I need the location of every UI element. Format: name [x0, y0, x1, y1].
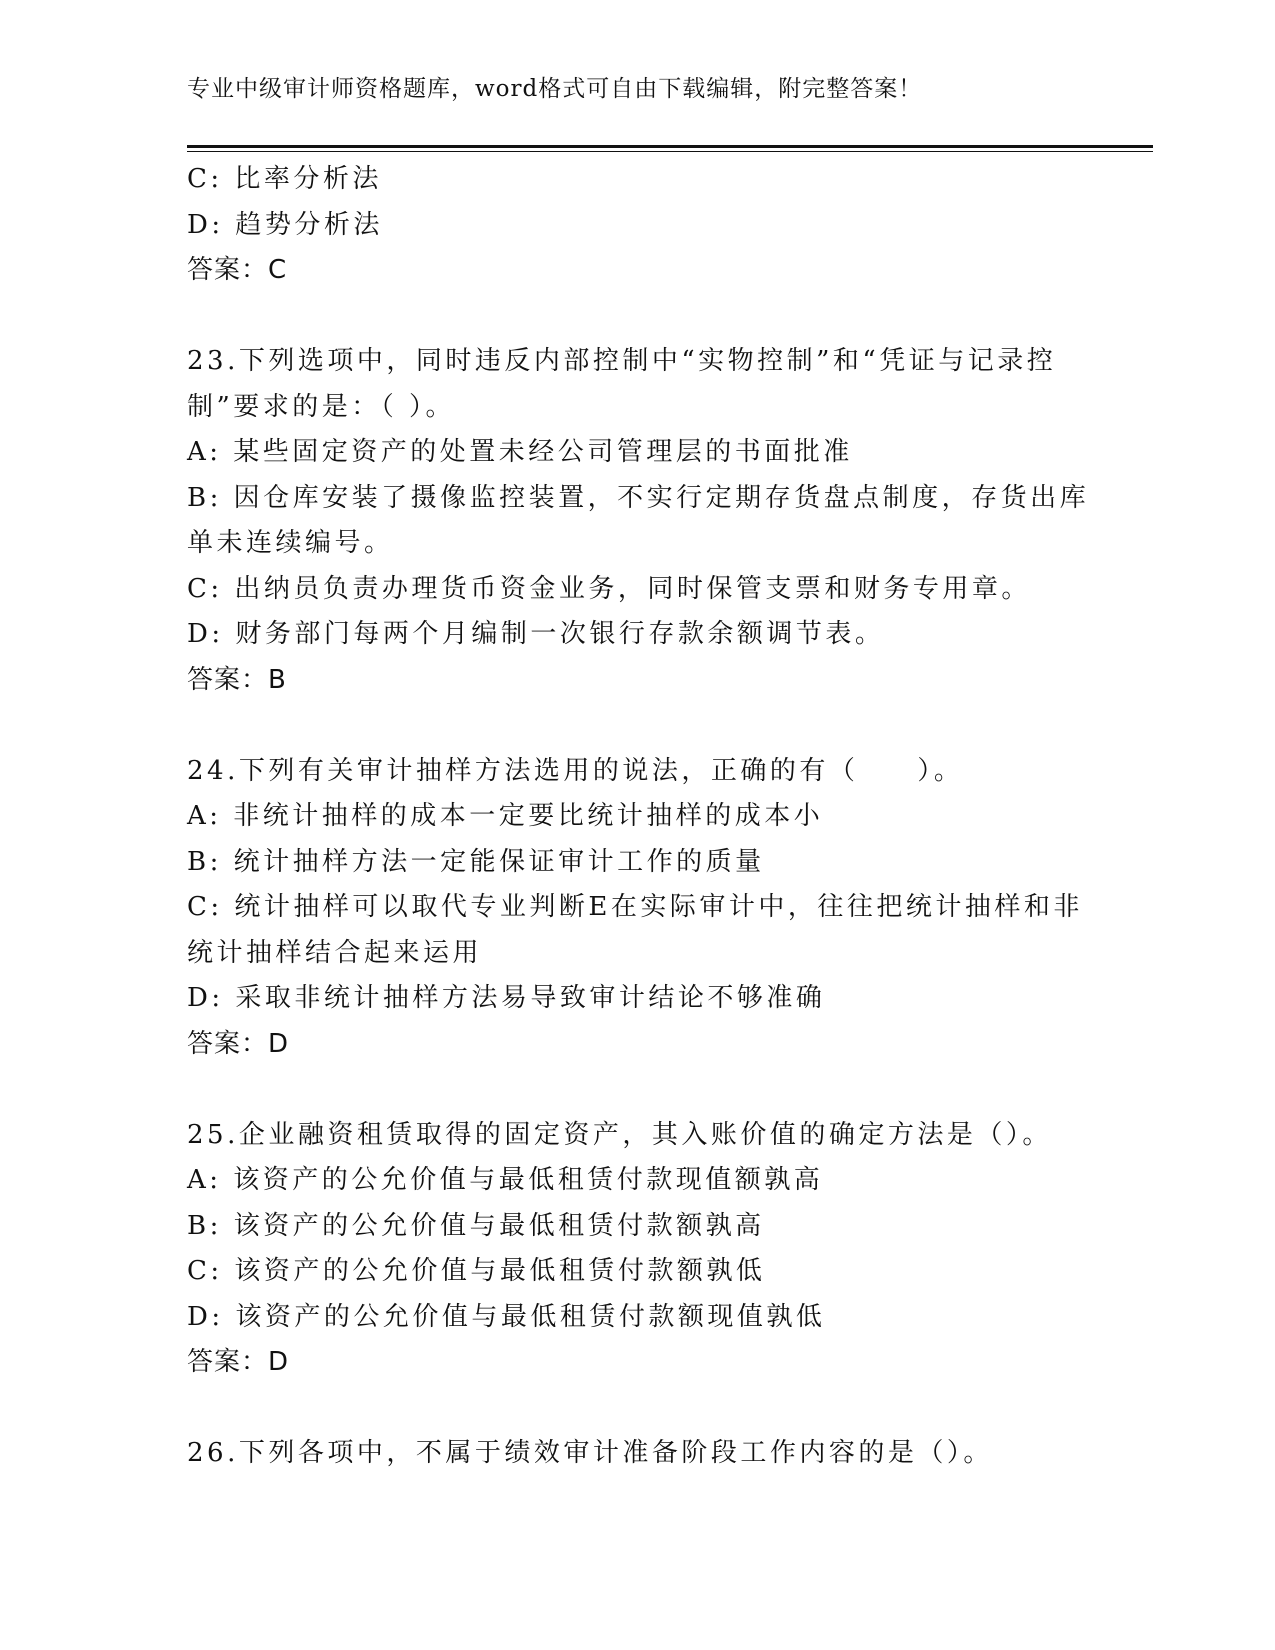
answer: 答案：D [187, 1028, 290, 1059]
option-d: D: 趋势分析法 [187, 209, 383, 240]
option-a: A: 非统计抽样的成本一定要比统计抽样的成本小 [187, 801, 824, 831]
option-b-continued: 单未连续编号。 [187, 528, 394, 558]
question-stem: 25.企业融资租赁取得的固定资产，其入账价值的确定方法是（）。 [187, 1119, 1052, 1150]
option-a: A: 某些固定资产的处置未经公司管理层的书面批准 [187, 437, 853, 467]
option-b: B: 该资产的公允价值与最低租赁付款额孰高 [187, 1210, 765, 1241]
spacer [187, 1386, 1087, 1432]
question-stem: 23.下列选项中，同时违反内部控制中“实物控制”和“凭证与记录控 [187, 346, 1057, 376]
question-26 [187, 1431, 1087, 1477]
question-25 [187, 1113, 1087, 1386]
question-stem: 26.下列各项中，不属于绩效审计准备阶段工作内容的是（）。 [187, 1438, 993, 1468]
option-d: D: 该资产的公允价值与最低租赁付款额现值孰低 [187, 1301, 826, 1332]
question-stem-continued: 制”要求的是：（ ）。 [187, 391, 456, 422]
header-rule-thick [187, 145, 1153, 148]
option-c: C: 比率分析法 [187, 164, 382, 194]
question-stem: 24.下列有关审计抽样方法选用的说法，正确的有（ ）。 [187, 755, 964, 786]
document-header: 专业中级审计师资格题库，word格式可自由下载编辑，附完整答案！ [187, 76, 923, 102]
option-c: C: 该资产的公允价值与最低租赁付款额孰低 [187, 1256, 766, 1286]
header-rule-thin [187, 151, 1153, 152]
option-b: B: 统计抽样方法一定能保证审计工作的质量 [187, 846, 765, 877]
option-b: B: 因仓库安装了摄像监控装置，不实行定期存货盘点制度，存货出库 [187, 482, 1090, 513]
option-d: D: 财务部门每两个月编制一次银行存款余额调节表。 [187, 619, 885, 649]
option-d: D: 采取非统计抽样方法易导致审计结论不够准确 [187, 983, 826, 1013]
document-body [187, 157, 1090, 1477]
option-a: A: 该资产的公允价值与最低租赁付款现值额孰高 [187, 1165, 824, 1195]
spacer [187, 1067, 1087, 1113]
spacer [187, 294, 1087, 340]
option-c: C: 出纳员负责办理货币资金业务，同时保管支票和财务专用章。 [187, 573, 1031, 604]
question-22-tail [187, 157, 1087, 294]
answer: 答案：C [187, 255, 288, 285]
option-c-continued: 统计抽样结合起来运用 [187, 937, 483, 968]
option-c: C: 统计抽样可以取代专业判断E在实际审计中，往往把统计抽样和非 [187, 892, 1083, 922]
question-23 [187, 339, 1090, 703]
answer: 答案：B [187, 664, 287, 695]
answer: 答案：D [187, 1347, 290, 1377]
spacer [187, 703, 1087, 749]
question-24 [187, 749, 1087, 1068]
